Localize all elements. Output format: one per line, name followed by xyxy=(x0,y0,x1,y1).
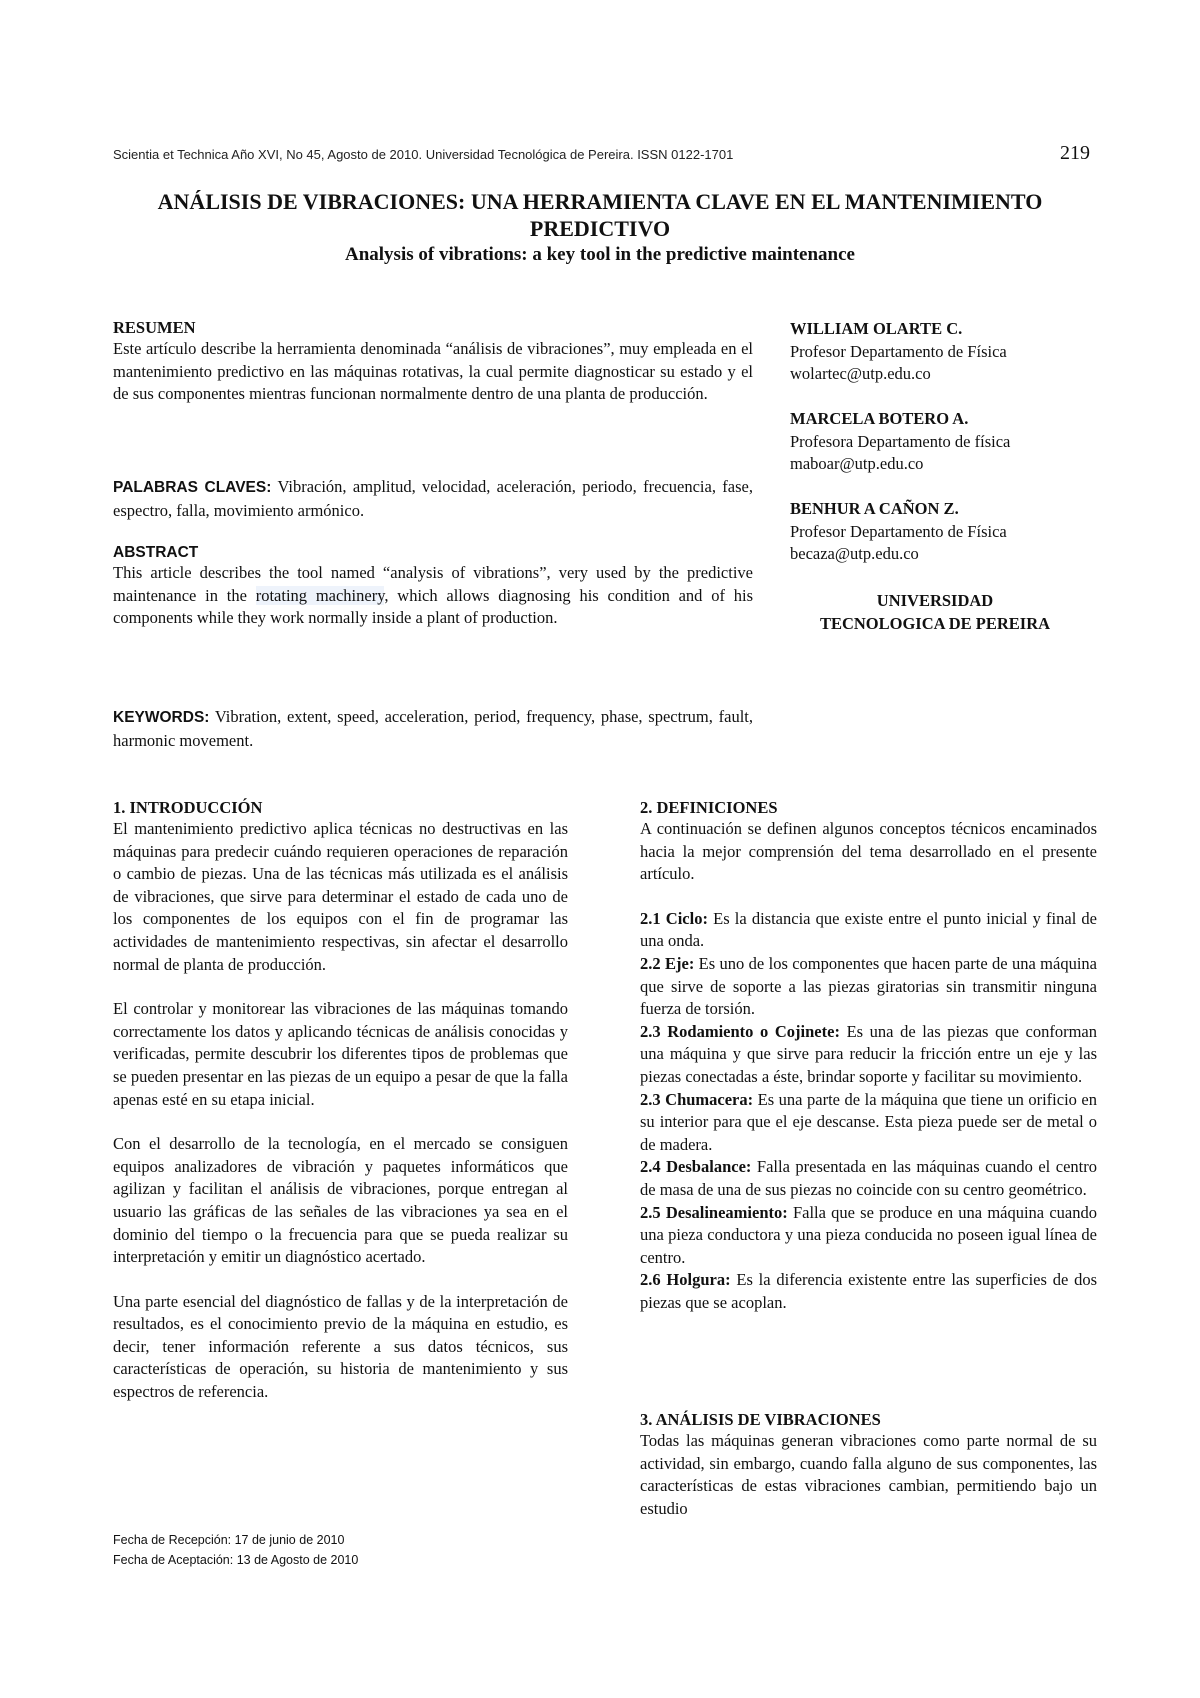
keywords-label: KEYWORDS: xyxy=(113,709,210,726)
author-name: BENHUR A CAÑON Z. xyxy=(790,499,959,518)
analisis-heading: 3. ANÁLISIS DE VIBRACIONES xyxy=(640,1410,881,1429)
keywords-text: Vibration, extent, speed, acceleration, period, frequency, phase, spectrum, fault, harmonic movement. xyxy=(113,707,753,750)
palabras-claves xyxy=(113,476,753,522)
definition-item xyxy=(640,1156,1097,1201)
definiciones-intro: A continuación se definen algunos conceptos técnicos encaminados hacia la mejor comprensión del tema desarrollado en el presente artículo. xyxy=(640,819,1097,884)
analisis-section xyxy=(640,1410,1097,1520)
palabras-text: Vibración, amplitud, velocidad, aceleración, periodo, frecuencia, fase, espectro, falla, movimiento armónico. xyxy=(113,477,753,520)
resumen-text: Este artículo describe la herramienta denominada “análisis de vibraciones”, muy empleada en el mantenimiento predictivo en las máquinas rotativas, la cual permite diagnosticar su estado y el de sus componentes mientras funcionan normalmente dentro de una planta de producción. xyxy=(113,339,753,404)
definition-term: 2.1 Ciclo: xyxy=(640,908,708,928)
definition-text: Es una parte de la máquina que tiene un orificio en su interior para que el eje descanse. Esta pieza puede ser de metal o de madera. xyxy=(640,1089,1098,1154)
author-3 xyxy=(790,498,1090,566)
definition-term: 2.3 Chumacera: xyxy=(640,1089,754,1109)
definition-text: Es uno de los componentes que hacen parte de una máquina que sirve de soporte a las piezas giratorias sin transmitir ninguna fuerza de torsión. xyxy=(640,953,1097,1019)
intro-paragraph-4: Una parte esencial del diagnóstico de fallas y de la interpretación de resultados, es el conocimiento previo de la máquina en estudio, es decir, tener información referente a sus datos técnicos, sus características de operación, su historia de mantenimiento y sus espectros de referencia. xyxy=(113,1291,568,1402)
institution xyxy=(780,590,1090,635)
page-number: 219 xyxy=(1060,142,1090,164)
author-email: maboar@utp.edu.co xyxy=(790,454,924,474)
definition-text: Falla que se produce en una máquina cuando una pieza conductora y una pieza conducida no poseen igual línea de centro. xyxy=(640,1202,1097,1267)
definition-term: 2.4 Desbalance: xyxy=(640,1157,752,1177)
author-name: WILLIAM OLARTE C. xyxy=(790,319,963,338)
definition-item xyxy=(640,908,1097,953)
definition-item xyxy=(640,1021,1097,1089)
definition-item xyxy=(640,1202,1097,1270)
definition-text: Es una de las piezas que conforman una máquina y que sirve para reducir la fricción entre un eje y las piezas conectadas a éste, brindar soporte y facilitar su movimiento. xyxy=(640,1021,1097,1086)
definition-item xyxy=(640,1269,1097,1314)
definiciones-section xyxy=(640,798,1097,1314)
intro-paragraph-1: El mantenimiento predictivo aplica técnicas no destructivas en las máquinas para predecir cuándo requieren operaciones de reparación o cambio de piezas. Una de las técnicas más utilizada es el análisis de vibraciones, que sirve para determinar el estado de cada uno de los componentes de los equipos con el fin de programar las actividades de mantenimiento respectivas, sin afectar el desarrollo normal de planta de producción. xyxy=(113,819,568,974)
definition-item xyxy=(640,1089,1097,1157)
footnotes xyxy=(113,1530,568,1570)
definition-item xyxy=(640,953,1097,1021)
definiciones-list xyxy=(640,908,1097,1315)
abstract-section xyxy=(113,544,753,630)
institution-line-2: TECNOLOGICA DE PEREIRA xyxy=(819,613,1051,633)
definition-term: 2.5 Desalineamiento: xyxy=(640,1202,788,1222)
palabras-label: PALABRAS CLAVES: xyxy=(113,479,272,496)
author-1 xyxy=(790,318,1090,386)
definition-term: 2.2 Eje: xyxy=(640,953,695,973)
intro-heading: 1. INTRODUCCIÓN xyxy=(113,798,263,817)
abstract-text-a: This article describes the tool named “analysis of vibrations”, very used by the predictive maintenance in the xyxy=(113,563,753,605)
author-2 xyxy=(790,408,1090,476)
author-role: Profesor Departamento de Física xyxy=(790,341,1007,361)
author-email: wolartec@utp.edu.co xyxy=(790,364,931,384)
author-email: becaza@utp.edu.co xyxy=(790,544,919,564)
paper-title xyxy=(100,188,1100,242)
definition-text: Es la diferencia existente entre las superficies de dos piezas que se acoplan. xyxy=(640,1270,1097,1312)
paper-subtitle: Analysis of vibrations: a key tool in the predictive maintenance xyxy=(344,244,855,265)
title-line-2: PREDICTIVO xyxy=(529,216,671,241)
fecha-aceptacion: Fecha de Aceptación: 13 de Agosto de 2010 xyxy=(113,1553,359,1567)
journal-header: Scientia et Technica Año XVI, No 45, Agosto de 2010. Universidad Tecnológica de Pereira. ISSN 0122-1701 xyxy=(113,147,734,162)
keywords xyxy=(113,706,753,752)
author-name: MARCELA BOTERO A. xyxy=(790,409,969,428)
title-line-1: ANÁLISIS DE VIBRACIONES: UNA HERRAMIENTA CLAVE EN EL MANTENIMIENTO xyxy=(157,189,1043,214)
definition-text: Falla presentada en las máquinas cuando el centro de masa de una de sus piezas no coincide con su centro geométrico. xyxy=(640,1157,1097,1199)
fecha-recepcion: Fecha de Recepción: 17 de junio de 2010 xyxy=(113,1533,345,1547)
institution-line-1: UNIVERSIDAD xyxy=(876,591,994,610)
definition-term: 2.6 Holgura: xyxy=(640,1270,731,1290)
author-role: Profesora Departamento de física xyxy=(790,431,1011,451)
analisis-text: Todas las máquinas generan vibraciones como parte normal de su actividad, sin embargo, cuando falla alguno de sus componentes, las características de estas vibraciones cambian, permitiendo bajo un estudio xyxy=(640,1431,1097,1518)
abstract-heading: ABSTRACT xyxy=(113,544,199,561)
definiciones-heading: 2. DEFINICIONES xyxy=(640,798,778,817)
intro-section xyxy=(113,798,568,1404)
intro-paragraph-3: Con el desarrollo de la tecnología, en el mercado se consiguen equipos analizadores de vibración y paquetes informáticos que agilizan y facilitan el análisis de vibraciones, porque entregan al usuario las gráficas de las señales de las vibraciones ya sea en el dominio del tiempo o la frecuencia para que se pueda realizar su interpretación y emitir un diagnóstico acertado. xyxy=(113,1134,568,1267)
intro-paragraph-2: El controlar y monitorear las vibraciones de las máquinas tomando correctamente los datos y aplicando técnicas de análisis conocidas y verificadas, permite descubrir los diferentes tipos de problemas que se pueden presentar en las piezas de un equipo a pesar de que la falla apenas esté en su etapa inicial. xyxy=(113,999,568,1109)
abstract-text xyxy=(113,562,753,630)
abstract-text-b: , which allows diagnosing his condition and of his components while they work normally inside a plant of production. xyxy=(113,585,753,628)
resumen-heading: RESUMEN xyxy=(113,318,196,337)
resumen-section xyxy=(113,318,753,406)
definition-text: Es la distancia que existe entre el punto inicial y final de una onda. xyxy=(640,908,1098,951)
abstract-highlight: rotating machinery xyxy=(255,585,385,605)
author-role: Profesor Departamento de Física xyxy=(790,521,1007,541)
definition-term: 2.3 Rodamiento o Cojinete: xyxy=(640,1021,840,1041)
